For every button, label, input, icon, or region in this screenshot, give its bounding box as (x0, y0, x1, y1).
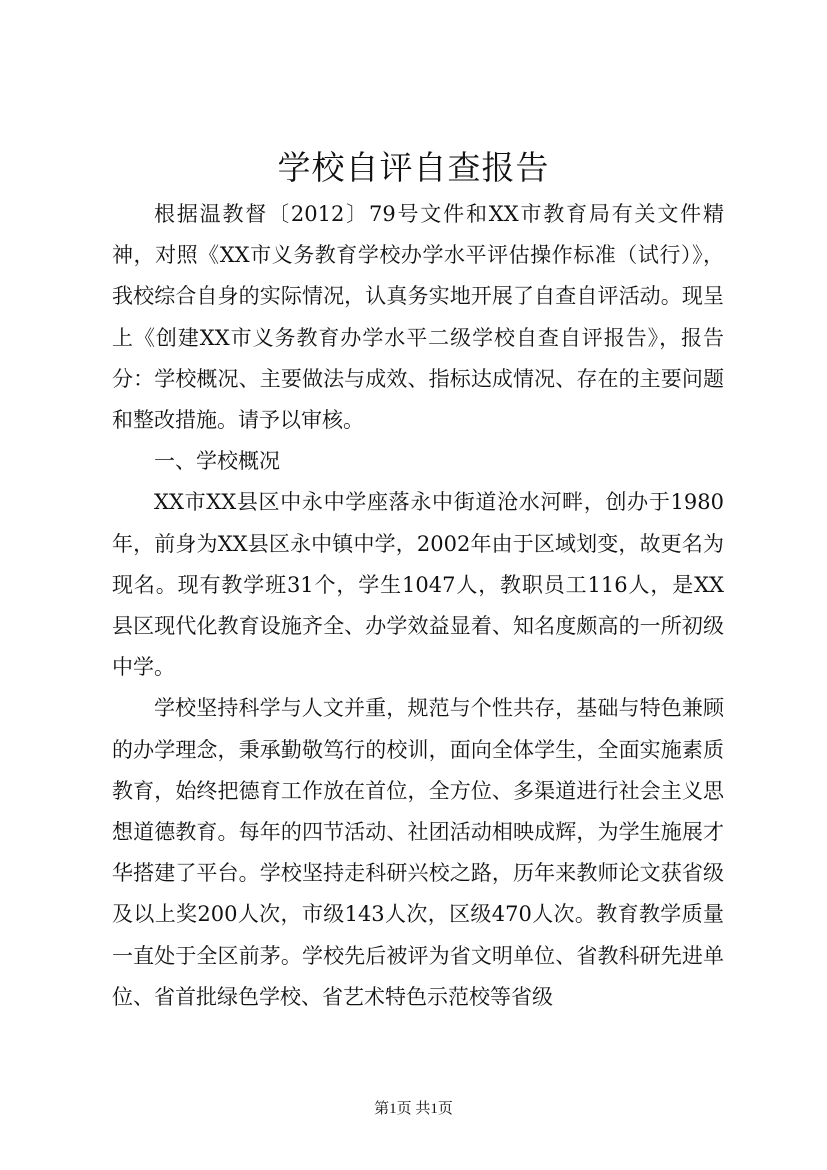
document-title: 学校自评自查报告 (277, 148, 550, 187)
intro-paragraph: 根据温教督〔2012〕79号文件和XX市教育局有关文件精神，对照《XX市义务教育学校办学水平评估操作标准（试行）》，我校综合自身的实际情况，认真务实地开展了自查自评活动。现呈上《创建XX市义务教育办学水平二级学校自查自评报告》，报告分：学校概况、主要做法与成效、指标达成情况、存在的主要问题和整改措施。请予以审核。 (112, 202, 724, 433)
section-heading: 一、学校概况 (154, 449, 280, 474)
school-overview-paragraph: XX市XX县区中永中学座落永中街道沧水河畔，创办于1980年，前身为XX县区永中镇中学，2002年由于区域划变，故更名为现名。现有教学班31个，学生1047人，教职员工116人，是XX县区现代化教育设施齐全、办学效益显着、知名度颇高的一所初级中学。 (112, 490, 724, 680)
school-philosophy-paragraph: 学校坚持科学与人文并重，规范与个性共存，基础与特色兼顾的办学理念，秉承勤敬笃行的校训，面向全体学生，全面实施素质教育，始终把德育工作放在首位，全方位、多渠道进行社会主义思想道德教育。每年的四节活动、社团活动相映成辉，为学生施展才华搭建了平台。学校坚持走科研兴校之路，历年来教师论文获省级及以上奖200人次，市级143人次，区级470人次。教育教学质量一直处于全区前茅。学校先后被评为省文明单位、省教科研先进单位、省首批绿色学校、省艺术特色示范校等省级 (112, 696, 724, 1009)
document-body (112, 194, 724, 1018)
page-number: 第1页 共1页 (374, 1101, 453, 1117)
